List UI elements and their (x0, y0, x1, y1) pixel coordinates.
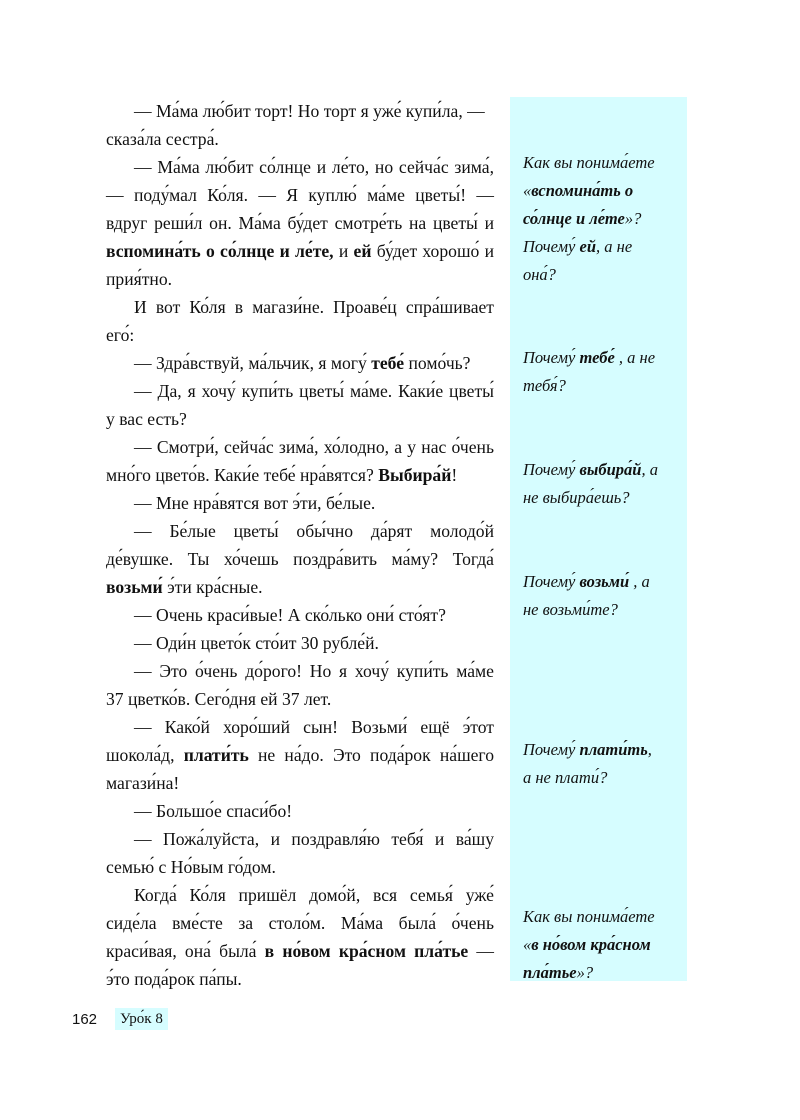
question-line (523, 344, 655, 372)
story-line: семью́ с Но́вым го́дом. (106, 857, 276, 877)
text-span: « (523, 935, 532, 954)
question-line (523, 233, 632, 261)
story-line: вдруг реши́л он. Ма́ма бу́дет смотре́ть на цветы́ и (106, 213, 494, 233)
highlight-word: тебе́ (371, 353, 405, 373)
story-line: де́вушке. Ты хо́чешь поздра́вить ма́му? Тогда́ (106, 549, 494, 569)
story-line (106, 937, 494, 965)
question-line (523, 931, 651, 959)
highlight-phrase: в но́вом кра́сном пла́тье (264, 941, 469, 961)
story-line: магази́на! (106, 773, 180, 793)
story-line: — Смотри́, сейча́с зима́, хо́лодно, а у нас о́чень (134, 437, 494, 457)
text-span: Почему́ (523, 348, 580, 367)
story-line: — Ма́ма лю́бит со́лнце и ле́то, но сейча́с зима́, (134, 157, 494, 177)
story-line: — поду́мал Ко́ля. — Я куплю́ ма́ме цветы́! — (106, 185, 494, 205)
question-line: она́? (523, 265, 556, 284)
story-line: И вот Ко́ля в магази́не. Проаве́ц спра́шивает (134, 297, 494, 317)
text-span: Почему́ (523, 572, 580, 591)
text-span: « (523, 181, 532, 200)
story-line: э́то пода́рок па́пы. (106, 969, 242, 989)
text-span: не на́до. Это пода́рок на́шего (248, 745, 494, 765)
text-span: и (333, 241, 354, 261)
story-line (106, 573, 494, 601)
text-span: ! (451, 465, 458, 485)
story-line (106, 237, 494, 265)
story-line: — Како́й хоро́ший сын! Возьми́ ещё э́тот (134, 717, 494, 737)
question-line (523, 205, 641, 233)
story-line: прия́тно. (106, 269, 173, 289)
question-line (523, 177, 633, 205)
text-span: Почему́ (523, 237, 580, 256)
lesson-badge: Уро́к 8 (115, 1008, 168, 1030)
question-line: Как вы понима́ете (523, 153, 655, 172)
text-span: — (468, 941, 494, 961)
highlight-word: ей (579, 237, 597, 256)
story-line: сказа́ла сестра́. (106, 129, 219, 149)
question-line (523, 568, 650, 596)
text-span: бу́дет хорошо́ и (371, 241, 494, 261)
highlight-phrase: со́лнце и ле́те (523, 209, 625, 228)
story-line: сиде́ла вме́сте за столо́м. Ма́ма была́ о́чень (106, 913, 494, 933)
story-line: — Очень краси́вые! А ско́лько они́ сто́ят? (134, 605, 446, 625)
highlight-phrase: в но́вом кра́сном (531, 935, 651, 954)
text-span: мно́го цвето́в. Каки́е тебе́ нра́вятся? (106, 465, 379, 485)
question-line: не выбира́ешь? (523, 488, 630, 507)
question-line: а не плати́? (523, 768, 608, 787)
highlight-word: возьми́ (579, 572, 630, 591)
question-line: тебя́? (523, 376, 566, 395)
page-number: 162 (72, 1011, 98, 1028)
question-line (523, 456, 658, 484)
text-span: помо́чь? (404, 353, 471, 373)
highlight-word: Выбира́й (378, 465, 452, 485)
highlight-phrase: вспомина́ть о (531, 181, 634, 200)
story-line: у вас есть? (106, 409, 187, 429)
story-line: — Ма́ма лю́бит торт! Но торт я уже́ купи́ла, — (134, 101, 485, 121)
question-line (523, 736, 652, 764)
highlight-word: плати́ть (183, 745, 249, 765)
story-line: — Пожа́луйста, и поздравля́ю тебя́ и ва́шу (134, 829, 494, 849)
question-line: не возьми́те? (523, 600, 618, 619)
story-line: — Большо́е спаси́бо! (134, 801, 293, 821)
story-line: его́: (106, 325, 135, 345)
story-line: — Мне нра́вятся вот э́ти, бе́лые. (134, 493, 376, 513)
story-line (106, 741, 494, 769)
story-line: — Это о́чень до́рого! Но я хочу́ купи́ть ма́ме (134, 661, 494, 681)
text-span: Почему́ (523, 460, 580, 479)
story-line (134, 349, 494, 377)
story-line: — Оди́н цвето́к сто́ит 30 рубле́й. (134, 633, 379, 653)
text-span: Почему́ (523, 740, 580, 759)
story-line: — Да, я хочу́ купи́ть цветы́ ма́ме. Каки́е цветы́ (134, 381, 494, 401)
text-span: , а не (614, 348, 656, 367)
highlight-phrase: пла́тье (523, 963, 577, 982)
question-line (523, 959, 593, 987)
story-line (106, 461, 494, 489)
text-span: »? (576, 963, 594, 982)
text-span: , а (641, 460, 658, 479)
story-line: 37 цветко́в. Сего́дня ей 37 лет. (106, 689, 332, 709)
highlight-word: плати́ть (579, 740, 648, 759)
highlight-phrase: вспомина́ть о со́лнце и ле́те, (106, 241, 334, 261)
story-line: — Бе́лые цветы́ обы́чно да́рят молодо́й (134, 521, 494, 541)
text-span: , (647, 740, 652, 759)
text-span: »? (624, 209, 642, 228)
text-span: , а (629, 572, 650, 591)
text-span: краси́вая, она́ была́ (106, 941, 265, 961)
text-span: , а не (596, 237, 633, 256)
highlight-word: возьми́ (106, 577, 163, 597)
text-span: э́ти кра́сные. (162, 577, 263, 597)
question-line: Как вы понима́ете (523, 907, 655, 926)
text-span: — Здра́вствуй, ма́льчик, я могу́ (134, 353, 372, 373)
highlight-word: ей (353, 241, 372, 261)
highlight-word: выбира́й (579, 460, 642, 479)
highlight-word: тебе́ (579, 348, 615, 367)
text-span: шокола́д, (106, 745, 184, 765)
story-line: Когда́ Ко́ля пришёл домо́й, вся семья́ уже́ (134, 885, 494, 905)
